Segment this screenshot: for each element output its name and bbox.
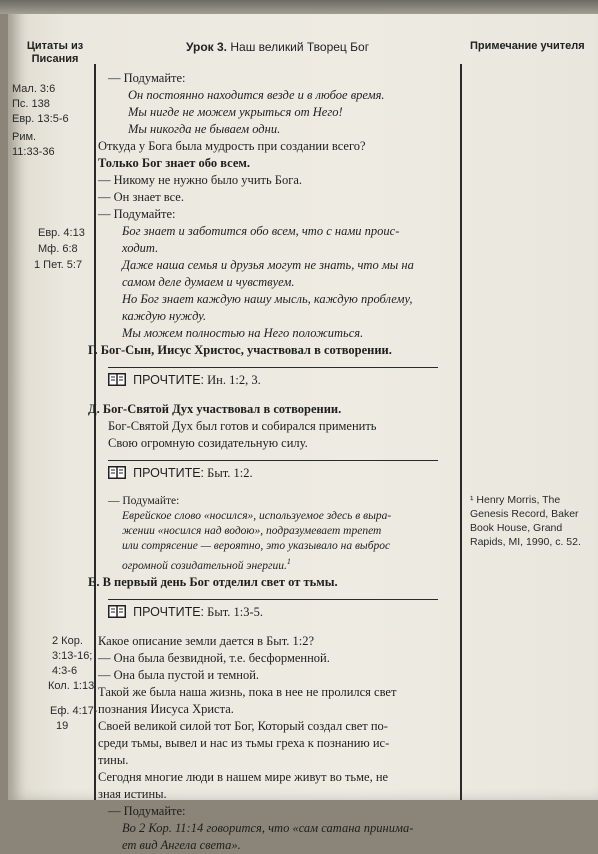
lesson-header xyxy=(186,40,369,54)
read-label: ПРОЧТИТЕ: xyxy=(133,604,205,619)
lesson-title: Наш великий Творец Бог xyxy=(230,40,370,54)
text-line: Бог знает и заботится обо всем, что с нами проис- xyxy=(122,224,400,238)
read-label: ПРОЧТИТЕ: xyxy=(133,466,205,480)
text-line: Мы можем полностью на Него положиться. xyxy=(122,326,364,340)
text-line: жении «носился над водою», подразумевает трепет xyxy=(122,525,382,537)
text-line: познания Иисуса Христа. xyxy=(98,701,234,716)
text-line: Мы нигде не можем укрыться от Него! xyxy=(128,105,343,119)
text-line: — Подумайте: xyxy=(108,495,180,507)
question-line: Какое описание земли дается в Быт. 1:2? xyxy=(98,633,315,648)
text-line: Еврейское слово «носился», используемое здесь в выра- xyxy=(122,510,392,522)
open-book-icon xyxy=(108,605,126,623)
text-line: — Подумайте: xyxy=(98,207,176,221)
text-line: Даже наша семья и друзья могут не знать, что мы на xyxy=(122,258,414,272)
text-line: ходит. xyxy=(122,241,159,255)
margin-ref: Евр. 4:13 xyxy=(38,227,85,239)
text-line: Но Бог знает каждую нашу мысль, каждую проблему, xyxy=(122,292,413,306)
margin-ref: 11:33-36 xyxy=(12,146,55,158)
text-line: Он постоянно находится везде и в любое время. xyxy=(128,88,385,102)
margin-ref: Евр. 13:5-6 xyxy=(12,113,69,125)
margin-ref: Рим. xyxy=(12,131,37,143)
read-label: ПРОЧТИТЕ: xyxy=(133,373,205,387)
read-reference: Быт. 1:2. xyxy=(207,466,253,480)
text-line: самом деле думаем и чувствуем. xyxy=(122,275,295,289)
text-line: Своей великой силой тот Бог, Который создал свет по- xyxy=(98,718,388,733)
section-heading-e: Е. В первый день Бог отделил свет от тьмы. xyxy=(88,574,338,589)
text-line: — Никому не нужно было учить Бога. xyxy=(98,173,303,187)
text-line: — Подумайте: xyxy=(108,803,186,818)
margin-ref: Мф. 6:8 xyxy=(38,243,78,255)
bold-line: Только Бог знает обо всем. xyxy=(98,156,251,170)
open-book-icon xyxy=(108,373,126,391)
text-line: — Он знает все. xyxy=(98,190,184,204)
text-line: Такой же была наша жизнь, пока в нее не пролился свет xyxy=(98,684,397,699)
read-reference: Быт. 1:3-5. xyxy=(207,604,264,619)
text-fragment: огромной созидательной энергии. xyxy=(122,559,287,572)
section-heading-g: Г. Бог-Сын, Иисус Христос, участвовал в сотворении. xyxy=(88,343,392,357)
text-line: каждую нужду. xyxy=(122,309,207,323)
margin-ref: 1 Пет. 5:7 xyxy=(34,259,83,271)
text-line xyxy=(98,554,458,574)
read-box xyxy=(108,599,438,623)
lesson-label: Урок 3. xyxy=(186,40,228,54)
text-line: — Она была безвидной, т.е. бесформенной. xyxy=(98,650,330,665)
margin-ref: 19 xyxy=(56,720,69,732)
right-divider xyxy=(460,64,462,800)
text-line: тины. xyxy=(98,752,129,767)
teacher-notes-title: Примечание учителя xyxy=(470,40,585,52)
open-book-icon xyxy=(108,466,126,484)
footnote: ¹ Henry Morris, The Genesis Record, Baker Book House, Grand Rapids, MI, 1990, с. 52. xyxy=(470,494,581,548)
text-line: — Подумайте: xyxy=(108,71,186,85)
text-line: или сотрясение — вероятно, это указывало на выброс xyxy=(122,540,391,552)
question-line: Откуда у Бога была мудрость при создании всего? xyxy=(98,139,366,153)
footnote-marker: 1 xyxy=(286,557,291,566)
text-line: Во 2 Кор. 11:14 говорится, что «сам сатана принима- xyxy=(122,820,414,835)
text-line: среди тьмы, вывел и нас из тьмы греха к познанию ис- xyxy=(98,735,390,750)
margin-ref: Мал. 3:6 xyxy=(12,83,56,95)
margin-ref: Пс. 138 xyxy=(12,98,50,110)
section-heading-d: Д. Бог-Святой Дух участвовал в сотворении. xyxy=(88,402,342,416)
text-line: Сегодня многие люди в нашем мире живут во тьме, не xyxy=(98,769,389,784)
text-line: Мы никогда не бываем одни. xyxy=(128,122,281,136)
margin-ref: 2 Кор. xyxy=(52,635,83,647)
margin-ref: 3:13-16; xyxy=(52,650,93,662)
text-line: ет вид Ангела света». xyxy=(122,837,241,852)
scripture-column-title: Цитаты из Писания xyxy=(26,40,84,65)
text-line: Свою огромную созидательную силу. xyxy=(108,436,308,450)
text-line: зная истины. xyxy=(98,786,167,801)
text-line: — Она была пустой и темной. xyxy=(98,667,260,682)
read-reference: Ин. 1:2, 3. xyxy=(207,373,261,387)
text-line: Бог-Святой Дух был готов и собирался применить xyxy=(108,419,377,433)
read-box xyxy=(108,460,438,484)
lesson-body xyxy=(88,70,458,854)
margin-ref: 4:3-6 xyxy=(52,665,78,677)
margin-ref: Кол. 1:13 xyxy=(48,680,95,692)
page-top-edge xyxy=(0,0,598,14)
margin-ref: Еф. 4:17- xyxy=(50,705,98,717)
read-box xyxy=(108,367,438,391)
